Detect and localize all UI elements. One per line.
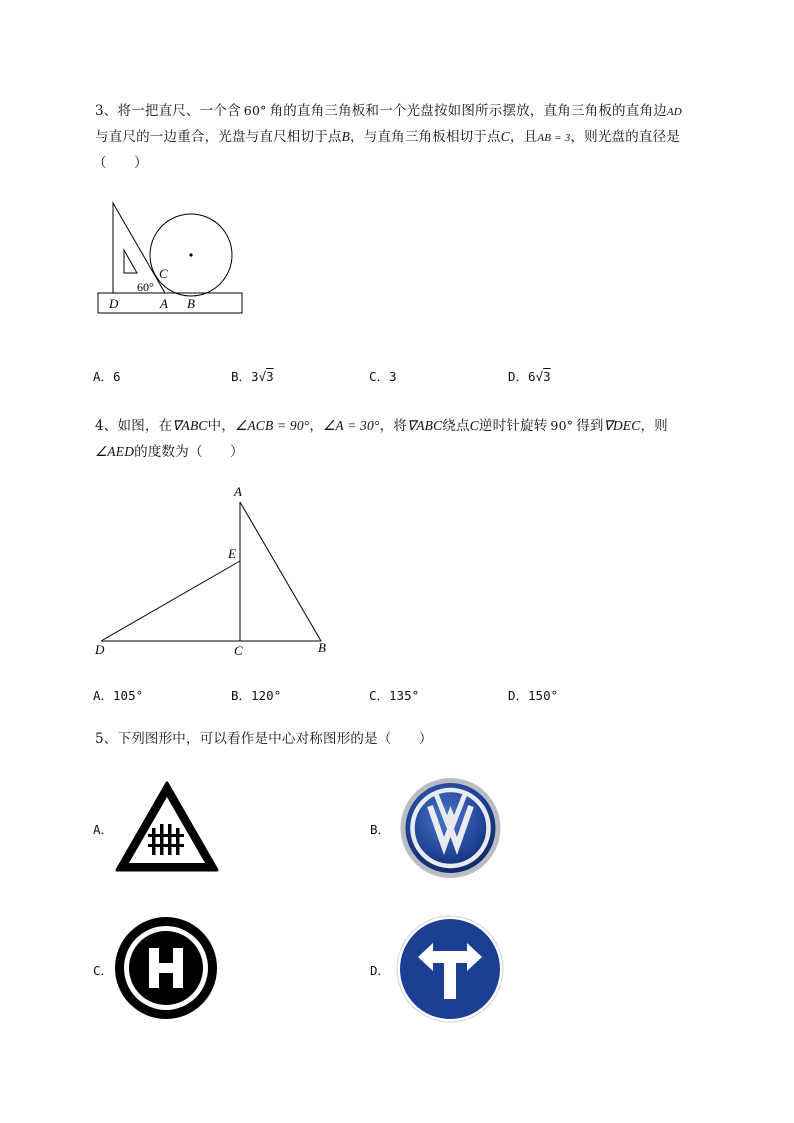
q3-option-d[interactable]: D．6√3 [508,369,551,384]
straight-or-left-arrow-sign-icon[interactable] [396,915,504,1023]
q4-option-c[interactable]: C．135° [369,688,420,703]
q4-figure [92,482,337,660]
volkswagen-logo-icon[interactable] [398,776,503,880]
q4-option-b[interactable]: B．120° [231,688,282,703]
q5-option-d-label[interactable]: D． [370,963,391,978]
segment-DE [101,561,240,641]
q3-answer-paren: （ ） [93,155,148,171]
label-D: D [109,296,119,311]
q5-option-a-label[interactable]: A． [93,822,114,837]
q4-option-a[interactable]: A．105° [93,688,144,703]
segment-AB [240,502,321,641]
railway-crossing-warning-sign-icon[interactable] [114,780,220,874]
q3-option-b[interactable]: B．3√3 [231,369,274,384]
label-B: B [187,296,195,311]
label-E: E [228,546,236,561]
q4-stem-line2: ∠AED的度数为（ ） [95,444,244,460]
sqrt-sign: √ [258,369,267,384]
hospital-h-sign-icon[interactable] [113,915,219,1021]
set-square-inner-hole [124,250,137,273]
label-C: C [234,643,243,658]
q3-option-c[interactable]: C．3 [369,369,397,384]
q5-option-c-label[interactable]: C． [93,963,114,978]
label-60: 60° [137,280,154,294]
label-C: C [159,266,168,281]
label-D: D [95,642,105,657]
q5-stem: 5、下列图形中，可以看作是中心对称图形的是（ ） [95,731,433,747]
q4-option-d[interactable]: D．150° [508,688,559,703]
disc-center [189,253,192,256]
q3-stem-line2: 与直尺的一边重合，光盘与直尺相切于点B，与直角三角板相切于点C，且AB = 3，则光盘的直径是 [95,129,681,145]
q3-stem-line1: 3、将一把直尺、一个含 60° 角的直角三角板和一个光盘按如图所示摆放，直角三角板的直角边AD [95,103,682,119]
label-B: B [318,640,326,655]
label-A: A [160,296,168,311]
ruler [98,293,242,313]
q4-stem-line1: 4、如图，在∇ABC中，∠ACB = 90°，∠A = 30°，将∇ABC绕点C逆时针旋转 90° 得到∇DEC，则 [95,418,668,434]
q3-option-a[interactable]: A．6 [93,369,121,384]
q3-figure [95,198,250,318]
sqrt-sign: √ [535,369,544,384]
q5-option-b-label[interactable]: B． [370,822,391,837]
label-A: A [234,484,242,499]
